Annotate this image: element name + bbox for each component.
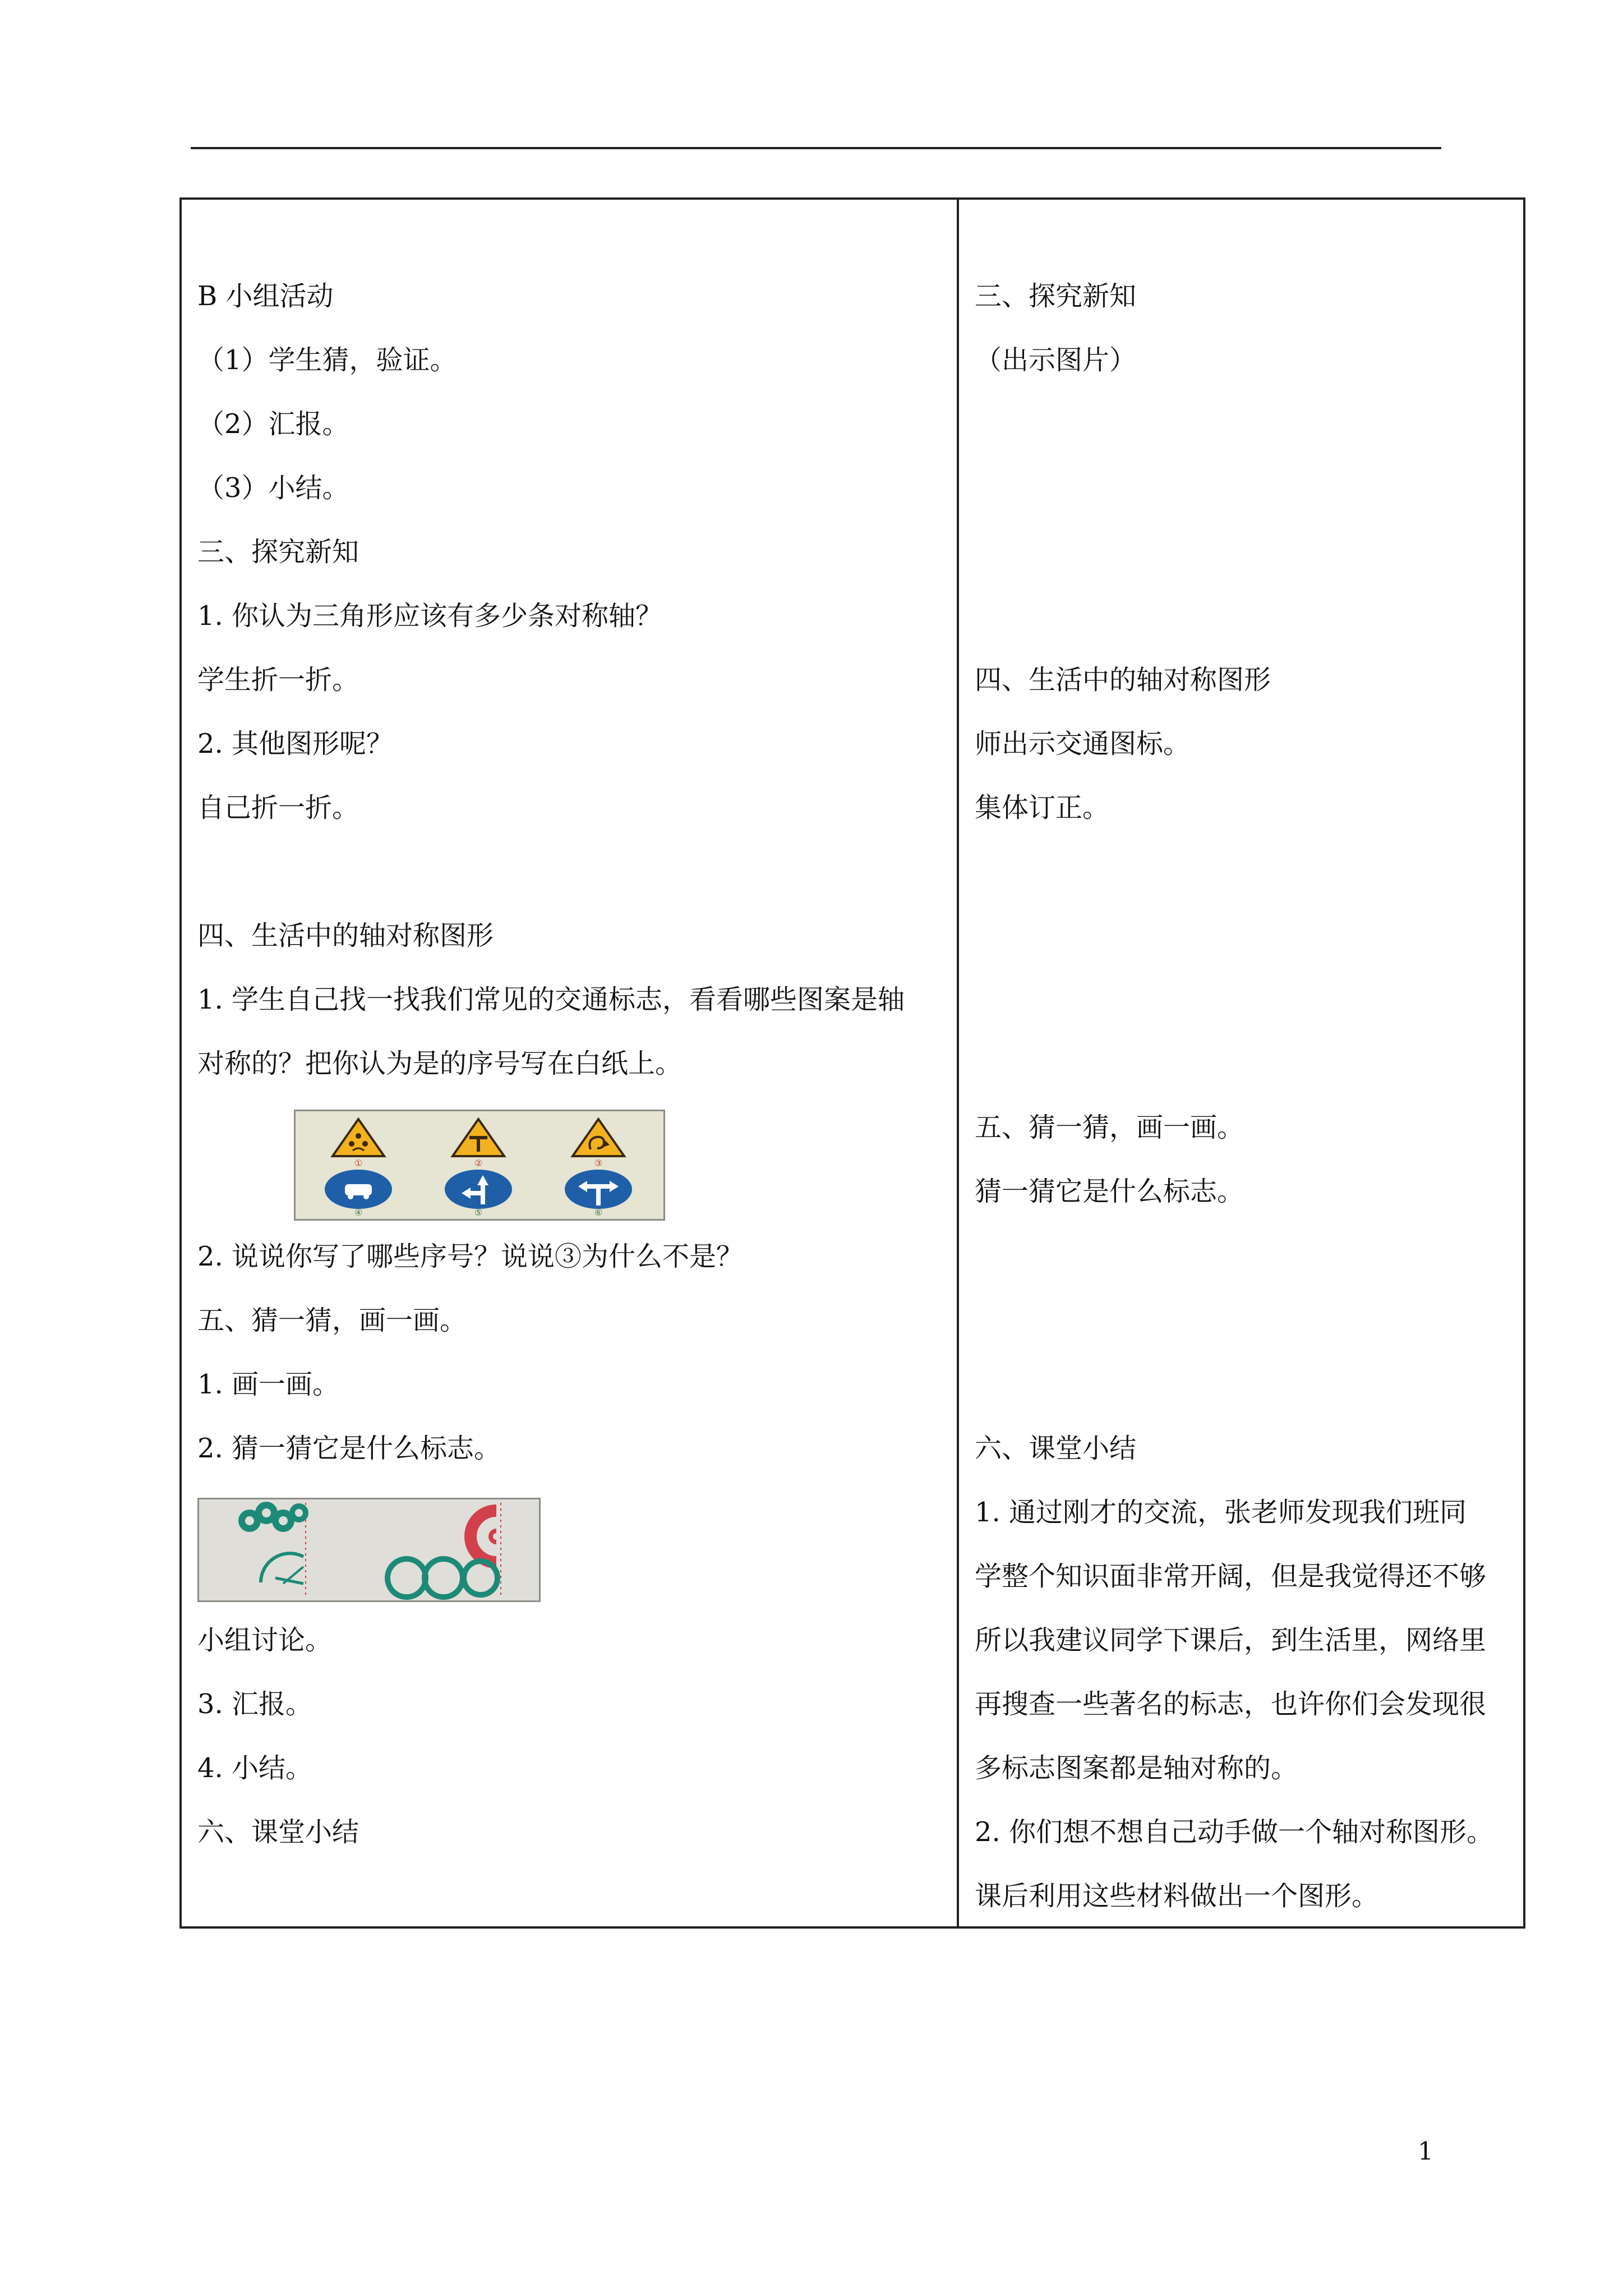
- right-line: 四、生活中的轴对称图形: [975, 664, 1271, 696]
- left-line: 自己折一折。: [197, 792, 359, 823]
- right-line: 课后利用这些材料做出一个图形。: [975, 1880, 1379, 1912]
- left-line: 1. 画一画。: [197, 1369, 340, 1400]
- sign-label: ⑥: [594, 1207, 603, 1218]
- left-line: 三、探究新知: [197, 536, 359, 568]
- left-line: 1. 你认为三角形应该有多少条对称轴？: [197, 600, 663, 632]
- sign-label: ④: [354, 1207, 363, 1218]
- traffic-signs-image: [294, 1110, 665, 1221]
- sign-label: ②: [474, 1158, 483, 1168]
- column-divider: [957, 200, 959, 1926]
- right-line: （出示图片）: [975, 344, 1137, 376]
- left-line: （2）汇报。: [197, 408, 349, 440]
- left-line: 2. 说说你写了哪些序号？说说③为什么不是？: [197, 1241, 744, 1272]
- left-line: 1. 学生自己找一找我们常见的交通标志，看看哪些图案是轴: [197, 984, 905, 1015]
- sign-label: ⑤: [474, 1207, 483, 1218]
- left-line: 小组讨论。: [197, 1625, 333, 1656]
- turn-arrow-sign-icon: [442, 1167, 514, 1211]
- left-line: （1）学生猜，验证。: [197, 344, 457, 376]
- left-line: 3. 汇报。: [197, 1688, 313, 1720]
- right-line: 集体订正。: [975, 792, 1110, 823]
- logos-image: [197, 1498, 541, 1602]
- left-line: 2. 猜一猜它是什么标志。: [197, 1433, 501, 1464]
- right-line: 再搜查一些著名的标志，也许你们会发现很: [975, 1688, 1487, 1720]
- right-line: 所以我建议同学下课后，到生活里，网络里: [975, 1625, 1487, 1656]
- warning-sign-icon: [450, 1117, 506, 1161]
- logo-halves-icon: [199, 1499, 539, 1600]
- warning-sign-icon: [570, 1117, 626, 1161]
- right-line: 2. 你们想不想自己动手做一个轴对称图形。: [975, 1816, 1494, 1848]
- fork-arrow-sign-icon: [562, 1167, 634, 1211]
- right-line: 学整个知识面非常开阔，但是我觉得还不够: [975, 1561, 1487, 1592]
- right-line: 猜一猜它是什么标志。: [975, 1176, 1244, 1207]
- right-line: 六、课堂小结: [975, 1433, 1137, 1464]
- right-line: 多标志图案都是轴对称的。: [975, 1752, 1298, 1784]
- left-line: B 小组活动: [197, 280, 334, 312]
- header-rule: [191, 147, 1441, 149]
- lesson-table: [179, 197, 1525, 1929]
- right-line: 三、探究新知: [975, 280, 1137, 312]
- left-line: 2. 其他图形呢？: [197, 728, 394, 760]
- left-line: 四、生活中的轴对称图形: [197, 920, 494, 951]
- sign-label: ①: [354, 1158, 363, 1168]
- right-line: 师出示交通图标。: [975, 728, 1191, 760]
- left-line: 4. 小结。: [197, 1752, 313, 1784]
- car-lane-sign-icon: [322, 1167, 394, 1211]
- left-line: 对称的？把你认为是的序号写在白纸上。: [197, 1048, 683, 1079]
- right-line: 1. 通过刚才的交流，张老师发现我们班同: [975, 1497, 1467, 1528]
- left-line: 六、课堂小结: [197, 1816, 359, 1848]
- left-line: （3）小结。: [197, 472, 349, 504]
- right-line: 五、猜一猜，画一画。: [975, 1112, 1244, 1143]
- warning-sign-icon: [330, 1117, 386, 1161]
- left-line: 五、猜一猜，画一画。: [197, 1305, 467, 1336]
- page-number: 1: [1418, 2137, 1433, 2166]
- left-line: 学生折一折。: [197, 664, 359, 696]
- sign-label: ③: [594, 1158, 603, 1168]
